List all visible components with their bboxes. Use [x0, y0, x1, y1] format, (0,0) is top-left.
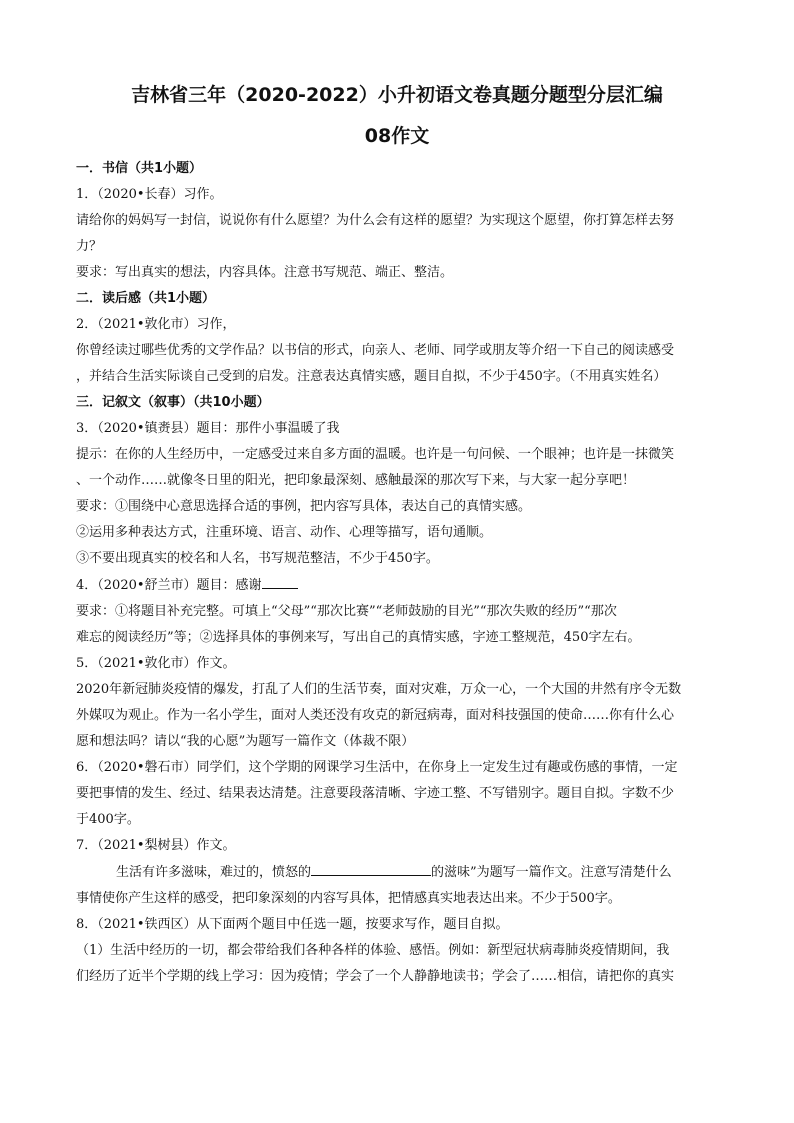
document-title: 吉林省三年（2020-2022）小升初语文卷真题分题型分层汇编 [131, 84, 663, 106]
question-requirement: 难忘的阅读经历”等；②选择具体的事例来写，写出自己的真情实感，字迹工整规范，450字左右。 [76, 630, 641, 645]
fill-blank [262, 572, 298, 589]
question-text: 力？ [76, 239, 103, 254]
question-heading: 1．（2020•长春）习作。 [76, 187, 223, 202]
question-heading: 3．（2020•镇赉县）题目：那件小事温暖了我 [76, 421, 340, 436]
question-text: 愿和想法吗？请以“我的心愿”为题写一篇作文（体裁不限） [76, 734, 415, 749]
question-requirement: ③不要出现真实的校名和人名，书写规范整洁，不少于450字。 [76, 551, 439, 566]
section-heading: 三．记叙文（叙事）（共10小题） [76, 395, 270, 410]
question-heading: 7．（2021•梨树县）作文。 [76, 838, 236, 853]
question-text: 请给你的妈妈写一封信，说说你有什么愿望？为什么会有这样的愿望？为实现这个愿望，你打算怎样去努 [76, 213, 675, 228]
question-text: 于400字。 [76, 812, 140, 827]
question-text-part: 生活有许多滋味，难过的，愤怒的 [116, 865, 312, 880]
question-requirement: 要求：写出真实的想法，内容具体。注意书写规范、端正、整洁。 [76, 265, 454, 280]
question-heading: 8．（2021•铁西区）从下面两个题目中任选一题，按要求写作，题目自拟。 [76, 917, 509, 932]
question-requirement: 要求：①将题目补充完整。可填上“父母”“那次比赛”“老师鼓励的目光”“那次失败的经历”“那次 [76, 604, 617, 619]
question-text: 、一个动作……就像冬日里的阳光，把印象最深刻、感触最深的那次写下来，与大家一起分享吧！ [76, 473, 636, 488]
section-heading: 一．书信（共1小题） [76, 161, 203, 176]
document-subtitle: 08作文 [364, 125, 430, 147]
question-heading: 5．（2021•敦化市）作文。 [76, 656, 236, 671]
question-text: 2020年新冠肺炎疫情的爆发，打乱了人们的生活节奏，面对灾难，万众一心，一个大国的井然有序令无数 [76, 682, 682, 697]
question-text: ，并结合生活实际谈自己受到的启发。注意表达真情实感，题目自拟，不少于450字。（不用真实姓名） [76, 369, 667, 384]
section-heading: 二．读后感（共1小题） [76, 291, 216, 306]
question-text: 事情使你产生这样的感受，把印象深刻的内容写具体，把情感真实地表达出来。不少于500字。 [76, 891, 621, 906]
question-requirement: 要求：①围绕中心意思选择合适的事例，把内容写具体，表达自己的真情实感。 [76, 499, 532, 514]
question-text-part: 的滋味”为题写一篇作文。注意写清楚什么 [431, 865, 672, 880]
question-requirement: ②运用多种表达方式，注重环境、语言、动作、心理等描写，语句通顺。 [76, 525, 493, 540]
question-text [76, 859, 720, 886]
document-body [76, 156, 720, 990]
question-text: （1）生活中经历的一切，都会带给我们各种各样的体验、感悟。例如：新型冠状病毒肺炎疫情期间，我 [76, 943, 670, 958]
question-text: 你曾经读过哪些优秀的文学作品？以书信的形式，向亲人、老师、同学或朋友等介绍一下自己的阅读感受 [76, 343, 675, 358]
question-heading [76, 572, 720, 599]
question-text: 要把事情的发生、经过、结果表达清楚。注意要段落清晰、字迹工整、不写错别字。题目自拟。字数不少 [76, 786, 675, 801]
fill-blank [311, 859, 431, 876]
question-text: 外媒叹为观止。作为一名小学生，面对人类还没有攻克的新冠病毒，面对科技强国的使命……你有什么心 [76, 708, 675, 723]
question-text: 6．（2020•磐石市）同学们，这个学期的网课学习生活中，在你身上一定发生过有趣或伤感的事情，一定 [76, 760, 678, 775]
question-text: 们经历了近半个学期的线上学习：因为疫情；学会了一个人静静地读书；学会了……相信，请把你的真实 [76, 969, 675, 984]
question-text: 提示：在你的人生经历中，一定感受过来自多方面的温暖。也许是一句问候、一个眼神；也许是一抹微笑 [76, 447, 675, 462]
question-heading-text: 4．（2020•舒兰市）题目：感谢 [76, 578, 262, 593]
question-heading: 2．（2021•敦化市）习作， [76, 317, 236, 332]
